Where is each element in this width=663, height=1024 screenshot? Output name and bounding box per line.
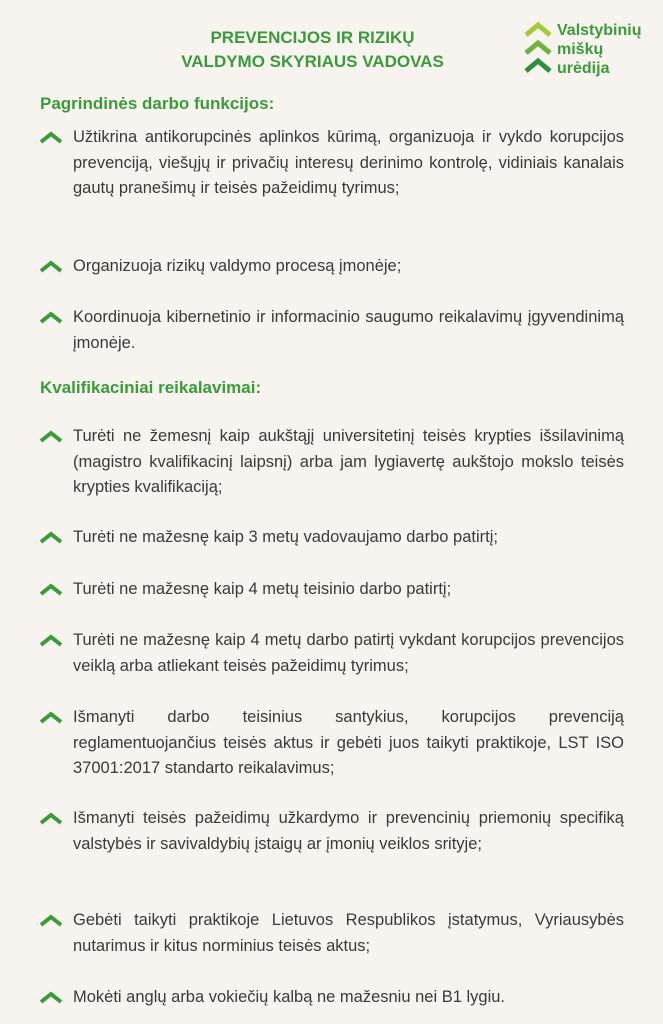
logo-text	[557, 21, 641, 78]
list-item-text: Mokėti anglų arba vokiečių kalbą ne mažesniu nei B1 lygiu.	[73, 988, 505, 1006]
chevron-bullet-icon	[40, 429, 62, 443]
list-item-text: Koordinuoja kibernetinio ir informacinio saugumo reikalavimų įgyvendinimą įmonėje.	[73, 308, 624, 352]
page-title	[160, 26, 465, 74]
list-item-text: Turėti ne žemesnį kaip aukštąjį universitetinį teisės krypties išsilavinimą (magistro kvalifikacinį laipsnį) arba jam lygiavertę aukštojo mokslo teisės krypties kvalifikaciją;	[73, 427, 624, 496]
list-item-text: Turėti ne mažesnę kaip 4 metų teisinio darbo patirtį;	[73, 580, 452, 598]
list-item	[40, 424, 624, 501]
chevron-bullet-icon	[40, 990, 62, 1004]
chevron-bullet-icon	[40, 259, 62, 273]
chevron-bullet-icon	[40, 130, 62, 144]
functions-heading: Pagrindinės darbo funkcijos:	[40, 94, 275, 113]
list-item	[40, 254, 624, 280]
logo	[524, 20, 659, 80]
chevron-bullet-icon	[40, 310, 62, 324]
chevron-bullet-icon	[40, 913, 62, 927]
chevron-bullet-icon	[40, 633, 62, 647]
title-line-1: PREVENCIJOS IR RIZIKŲ	[210, 28, 415, 47]
list-item	[40, 125, 624, 202]
list-item-text: Išmanyti teisės pažeidimų užkardymo ir prevencinių priemonių specifiką valstybės ir savivaldybių įstaigų ar įmonių veiklos srityje;	[73, 809, 624, 853]
chevron-bullet-icon	[40, 710, 62, 724]
requirements-heading: Kvalifikaciniai reikalavimai:	[40, 378, 262, 397]
list-item	[40, 985, 624, 1011]
chevron-bullet-icon	[40, 811, 62, 825]
list-item-text: Organizuoja rizikų valdymo procesą įmonėje;	[73, 257, 402, 275]
logo-line-3: urėdija	[557, 60, 610, 77]
tree-chevrons-icon	[524, 20, 552, 76]
list-item	[40, 628, 624, 679]
chevron-bullet-icon	[40, 582, 62, 596]
logo-line-2: miškų	[557, 41, 604, 58]
chevron-bullet-icon	[40, 530, 62, 544]
list-item-text: Užtikrina antikorupcinės aplinkos kūrimą, organizuoja ir vykdo korupcijos prevenciją, viešųjų ir privačių interesų derinimo kontrolę, vidiniais kanalais gautų pranešimų ir teisės pažeidimų tyrimus;	[73, 128, 624, 197]
list-item-text: Turėti ne mažesnę kaip 3 metų vadovaujamo darbo patirtį;	[73, 528, 498, 546]
list-item	[40, 525, 624, 551]
list-item-text: Gebėti taikyti praktikoje Lietuvos Respublikos įstatymus, Vyriausybės nutarimus ir kitus norminius teisės aktus;	[73, 911, 624, 955]
list-item	[40, 806, 624, 857]
title-line-2: VALDYMO SKYRIAUS VADOVAS	[181, 52, 444, 71]
list-item-text: Išmanyti darbo teisinius santykius, korupcijos prevenciją reglamentuojančius teisės aktus ir gebėti juos taikyti praktikoje, LST ISO 37001:2017 standarto reikalavimus;	[73, 708, 624, 777]
list-item-text: Turėti ne mažesnę kaip 4 metų darbo patirtį vykdant korupcijos prevencijos veiklą arba atliekant teisės pažeidimų tyrimus;	[73, 631, 624, 675]
list-item	[40, 305, 624, 356]
list-item	[40, 705, 624, 782]
list-item	[40, 908, 624, 959]
logo-line-1: Valstybinių	[557, 22, 642, 39]
list-item	[40, 577, 624, 603]
